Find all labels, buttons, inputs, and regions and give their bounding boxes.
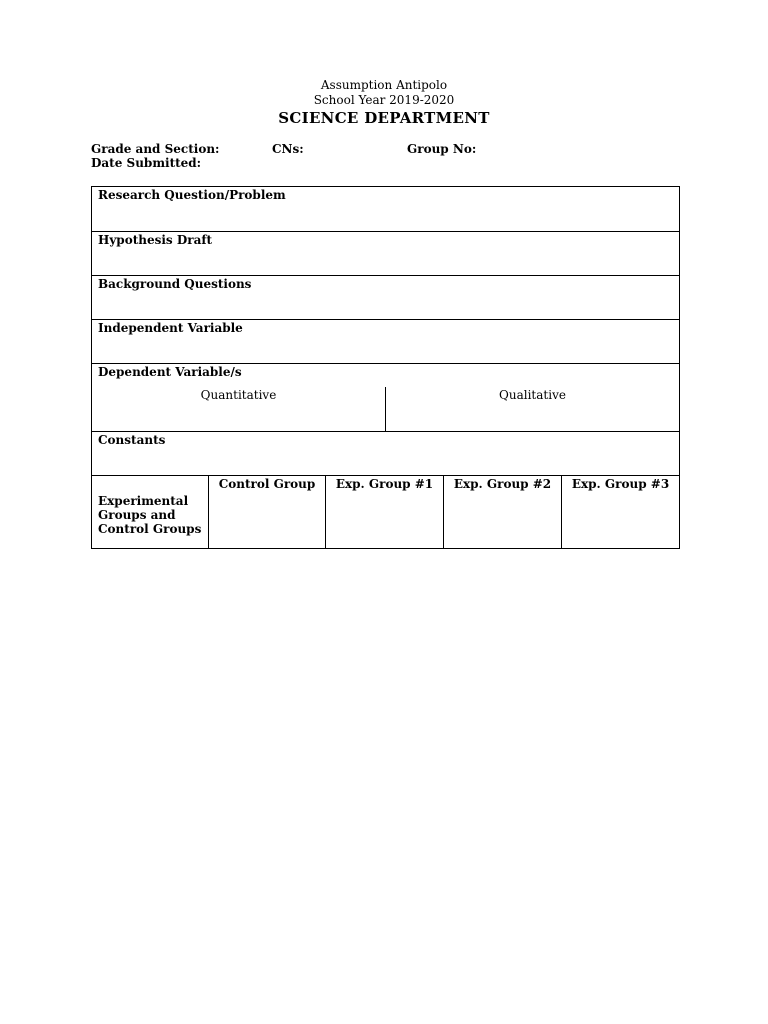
hypothesis-row (92, 232, 680, 276)
research-question-row (92, 187, 680, 232)
exp-group-2-label: Exp. Group #2 (453, 477, 552, 491)
constants-row (92, 432, 680, 476)
group-no-label: Group No: (407, 142, 477, 156)
independent-label: Independent Variable (98, 321, 243, 335)
dependent-field[interactable] (92, 364, 680, 432)
independent-field[interactable] (92, 320, 680, 364)
research-question-field[interactable] (92, 187, 680, 232)
cns-label: CNs: (272, 142, 304, 156)
hypothesis-field[interactable] (92, 232, 680, 276)
document-header (0, 78, 768, 128)
qualitative-label: Qualitative (499, 388, 566, 402)
independent-row (92, 320, 680, 364)
school-name: Assumption Antipolo (320, 78, 448, 92)
experimental-groups-label (92, 476, 209, 549)
experimental-label-line3: Control Groups (98, 522, 202, 536)
grade-section-label: Grade and Section: (91, 142, 220, 156)
quantitative-label: Quantitative (200, 388, 277, 402)
hypothesis-label: Hypothesis Draft (98, 233, 213, 247)
research-question-label: Research Question/Problem (98, 188, 286, 202)
background-field[interactable] (92, 276, 680, 320)
constants-label: Constants (98, 433, 166, 447)
lab-planning-form (91, 186, 680, 549)
exp-group-1-label: Exp. Group #1 (335, 477, 434, 491)
background-row (92, 276, 680, 320)
background-label: Background Questions (98, 277, 252, 291)
groups-row (92, 476, 680, 549)
experimental-label-line1: Experimental (98, 494, 189, 508)
exp-group-2-cell[interactable] (444, 476, 562, 549)
exp-group-1-cell[interactable] (326, 476, 444, 549)
constants-field[interactable] (92, 432, 680, 476)
exp-group-3-label: Exp. Group #3 (571, 477, 670, 491)
department-title: SCIENCE DEPARTMENT (278, 109, 490, 127)
experimental-label-line2: Groups and (98, 508, 176, 522)
school-year: School Year 2019-2020 (313, 93, 455, 107)
dependent-row (92, 364, 680, 432)
dependent-label: Dependent Variable/s (98, 365, 242, 379)
date-submitted-label: Date Submitted: (91, 156, 202, 170)
control-group-cell[interactable] (209, 476, 326, 549)
exp-group-3-cell[interactable] (562, 476, 680, 549)
control-group-label: Control Group (218, 477, 316, 491)
